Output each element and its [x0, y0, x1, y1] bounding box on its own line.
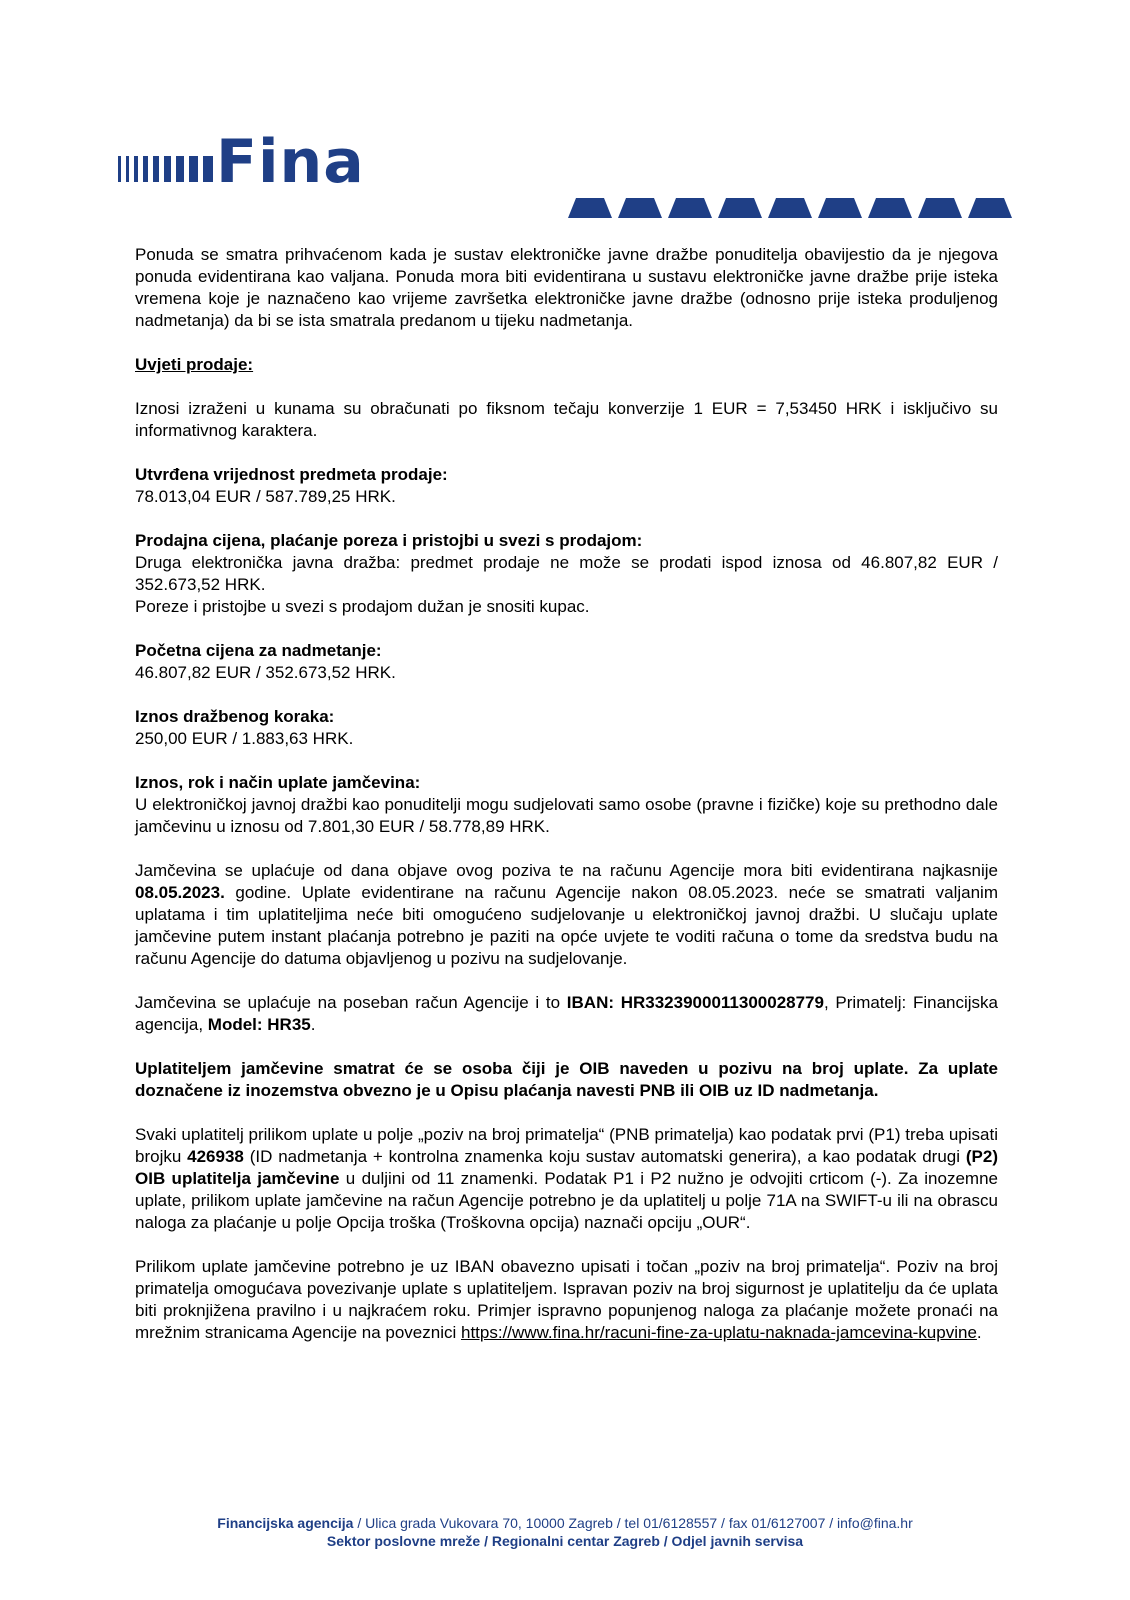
footer-department-line: Sektor poslovne mreže / Regionalni centar Zagreb / Odjel javnih servisa: [326, 1533, 804, 1549]
bid-step: 250,00 EUR / 1.883,63 HRK.: [135, 729, 354, 748]
sale-price-line-2: Poreze i pristojbe u svezi s prodajom dužan je snositi kupac.: [135, 597, 590, 616]
auction-id: 426938: [187, 1147, 244, 1166]
heading-bid-step: Iznos dražbenog koraka:: [135, 707, 335, 726]
p2-oib: (P2) OIB uplatitelja jamčevine: [135, 1147, 998, 1188]
paragraph-payment-reference: Svaki uplatitelj prilikom uplate u polje „poziv na broj primatelja“ (PNB primatelja) kao podatak prvi (P1) treba upisati brojku 426938 (ID nadmetanja + kontrolna znamenka koju sustav automatski generira), a kao podatak drugi (P2) OIB uplatitelja jamčevine u duljini od 11 znamenki. Podatak P1 i P2 nužno je odvojiti crticom (-). Za inozemne uplate, prilikom uplate jamčevine na račun Agencije potrebno je da uplatitelj u polje 71A na SWIFT-u ili na obrascu naloga za plaćanje u polje Opcija troška (Troškovna opcija) naznači opciju „OUR“.: [135, 1125, 998, 1232]
footer-address: / Ulica grada Vukovara 70, 10000 Zagreb / tel 01/6128557 / fax 01/6127007 / info@fina.hr: [353, 1515, 913, 1531]
svg-text:Fina: Fina: [216, 134, 365, 194]
document-body: [135, 244, 998, 1344]
fina-logo: [118, 134, 368, 194]
paragraph-offer-accepted: Ponuda se smatra prihvaćenom kada je sustav elektroničke javne dražbe ponuditelja obavijestio da je njegova ponuda evidentirana kao valjana. Ponuda mora biti evidentirana u sustavu elektroničke javne dražbe prije isteka vremena koje je naznačeno kao vrijeme završetka elektroničke javne dražbe (odnosno prije isteka produljenog nadmetanja) da bi se ista smatrala predanom u tijeku nadmetanja.: [135, 245, 998, 330]
paragraph-iban: Jamčevina se uplaćuje na poseban račun Agencije i to IBAN: HR3323900011300028779, Primatelj: Financijska agencija, Model: HR35.: [135, 993, 999, 1034]
paragraph-deposit-deadline: Jamčevina se uplaćuje od dana objave ovog poziva te na računu Agencije mora biti evidentirana najkasnije 08.05.2023. godine. Uplate evidentirane na računu Agencije nakon 08.05.2023. neće se smatrati valjanim uplatama i tim uplatiteljima neće biti omogućeno sudjelovanje u elektroničkoj javnoj dražbi. U slučaju uplate jamčevine putem instant plaćanja potrebno je paziti na opće uvjete te voditi računa o tome da sredstva budu na računu Agencije do datuma objavljenog u pozivu na sudjelovanje.: [135, 861, 998, 968]
deposit-text: U elektroničkoj javnoj dražbi kao ponuditelji mogu sudjelovati samo osobe (pravne i fizičke) koje su prethodno dale jamčevinu u iznosu od 7.801,30 EUR / 58.778,89 HRK.: [135, 795, 998, 836]
heading-starting-price: Početna cijena za nadmetanje:: [135, 641, 382, 660]
paragraph-payment-instructions: Prilikom uplate jamčevine potrebno je uz IBAN obavezno upisati i točan „poziv na broj primatelja“. Poziv na broj primatelja omogućava povezivanje uplate s uplatiteljem. Ispravan poziv na broj sigurnost je uplatitelju da će uplata biti proknjižena pravilno i u najkraćem roku. Primjer ispravno popunjenog naloga za plaćanje možete pronaći na mrežnim stranicama Agencije na poveznici https://www.fina.hr/racuni-fine-za-uplatu-naknada-jamcevina-kupvine.: [135, 1257, 998, 1342]
heading-deposit: Iznos, rok i način uplate jamčevina:: [135, 773, 421, 792]
model-value: Model: HR35: [207, 1015, 311, 1034]
sale-price-line-1: Druga elektronička javna dražba: predmet prodaje ne može se prodati ispod iznosa od 46.807,82 EUR / 352.673,52 HRK.: [135, 553, 998, 594]
paragraph-oib-notice: Uplatiteljem jamčevine smatrat će se osoba čiji je OIB naveden u pozivu na broj uplate. Za uplate doznačene iz inozemstva obvezno je u Opisu plaćanja navesti PNB ili OIB uz ID nadmetanja.: [135, 1059, 998, 1100]
heading-established-value: Utvrđena vrijednost predmeta prodaje:: [135, 465, 448, 484]
page-footer: [0, 1514, 1130, 1550]
iban-value: IBAN: HR3323900011300028779: [566, 993, 824, 1012]
footer-contact-line: [0, 1514, 1130, 1532]
header-stripes: [568, 198, 1028, 218]
heading-sale-price: Prodajna cijena, plaćanje poreza i pristojbi u svezi s prodajom:: [135, 531, 643, 550]
starting-price: 46.807,82 EUR / 352.673,52 HRK.: [135, 663, 396, 682]
paragraph-exchange-rate: Iznosi izraženi u kunama su obračunati po fiksnom tečaju konverzije 1 EUR = 7,53450 HRK i isključivo su informativnog karaktera.: [135, 399, 998, 440]
established-value: 78.013,04 EUR / 587.789,25 HRK.: [135, 487, 396, 506]
deadline-date: 08.05.2023.: [135, 883, 225, 902]
footer-org: Financijska agencija: [217, 1515, 354, 1531]
fina-accounts-link[interactable]: https://www.fina.hr/racuni-fine-za-uplatu-naknada-jamcevina-kupvine: [460, 1323, 977, 1342]
heading-conditions: Uvjeti prodaje:: [135, 355, 254, 374]
fina-logo-graphic: [118, 134, 368, 194]
